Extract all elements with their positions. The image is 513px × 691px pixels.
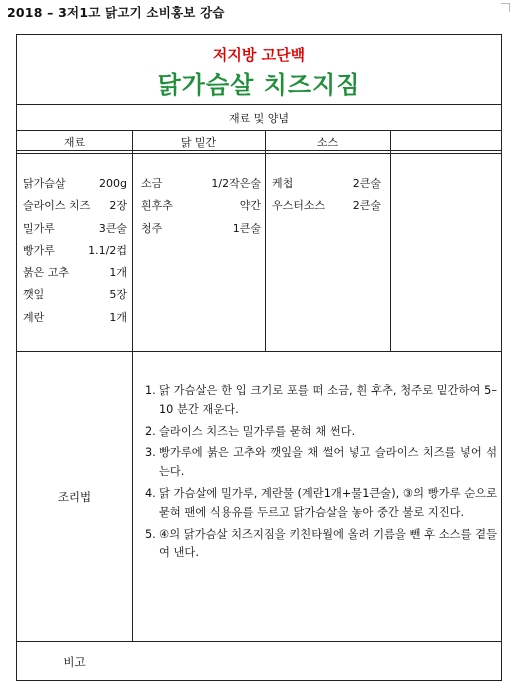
recipe-subtitle: 저지방 고단백 — [212, 46, 306, 64]
list-item: 밀가루 3큰술 — [23, 221, 127, 235]
list-item: 5. ④의 닭가슴살 치즈지짐을 키친타월에 올려 기름을 뺀 후 소스를 곁들여 낸다. — [145, 527, 497, 560]
marinade-list — [141, 173, 261, 240]
list-item: 소금 1/2작은술 — [141, 177, 261, 190]
column-header-marinade: 닭 밑간 — [180, 136, 217, 149]
list-item: 닭가슴살 200g — [23, 177, 127, 190]
method-label: 조리법 — [57, 490, 92, 504]
list-item: 슬라이스 치즈 2장 — [23, 199, 127, 213]
column-header-ingredients: 재료 — [63, 136, 86, 149]
list-item: 케첩 2큰술 — [272, 177, 381, 190]
list-item: 1. 닭 가슴살은 한 입 크기로 포를 떠 소금, 흰 후추, 청주로 밑간하여 5–10 분간 재운다. — [145, 384, 497, 416]
list-item: 깻잎 5장 — [23, 288, 127, 302]
list-item: 계란 1개 — [23, 310, 127, 324]
remarks-label: 비고 — [63, 655, 86, 669]
ingredients-list — [23, 173, 127, 329]
divider — [132, 130, 133, 641]
divider — [17, 641, 501, 642]
divider — [265, 130, 266, 351]
list-item: 3. 빵가루에 붉은 고추와 깻잎을 채 썰어 넣고 슬라이스 치즈를 넣어 섞는다. — [145, 446, 497, 479]
page-corner-mark — [501, 3, 510, 12]
divider — [17, 351, 501, 352]
recipe-header — [17, 35, 501, 104]
divider — [390, 130, 391, 351]
list-item: 2. 슬라이스 치즈는 밀가루를 묻혀 채 썬다. — [145, 424, 356, 438]
section-title: 재료 및 양념 — [228, 112, 290, 125]
list-item: 흰후추 약간 — [141, 199, 261, 213]
divider — [17, 104, 501, 105]
list-item: 붉은 고추 1개 — [23, 266, 127, 280]
sauce-list — [272, 173, 381, 218]
document-title: 2018 – 3저1고 닭고기 소비홍보 강습 — [7, 5, 225, 20]
method-steps — [145, 382, 497, 566]
list-item: 빵가루 1.1/2컵 — [23, 243, 127, 257]
list-item: 우스터소스 2큰술 — [272, 199, 381, 213]
column-header-sauce: 소스 — [316, 136, 339, 149]
recipe-title: 닭가슴살 치즈지짐 — [157, 70, 361, 99]
divider — [17, 130, 501, 131]
list-item: 4. 닭 가슴살에 밀가루, 계란물 (계란1개+물1큰술), ③의 빵가루 순으로 묻혀 팬에 식용유를 두르고 닭가슴살을 놓아 중간 불로 지진다. — [145, 486, 497, 519]
recipe-table — [16, 34, 502, 681]
divider — [17, 150, 501, 151]
list-item: 청주 1큰술 — [141, 221, 261, 235]
divider — [17, 153, 501, 154]
